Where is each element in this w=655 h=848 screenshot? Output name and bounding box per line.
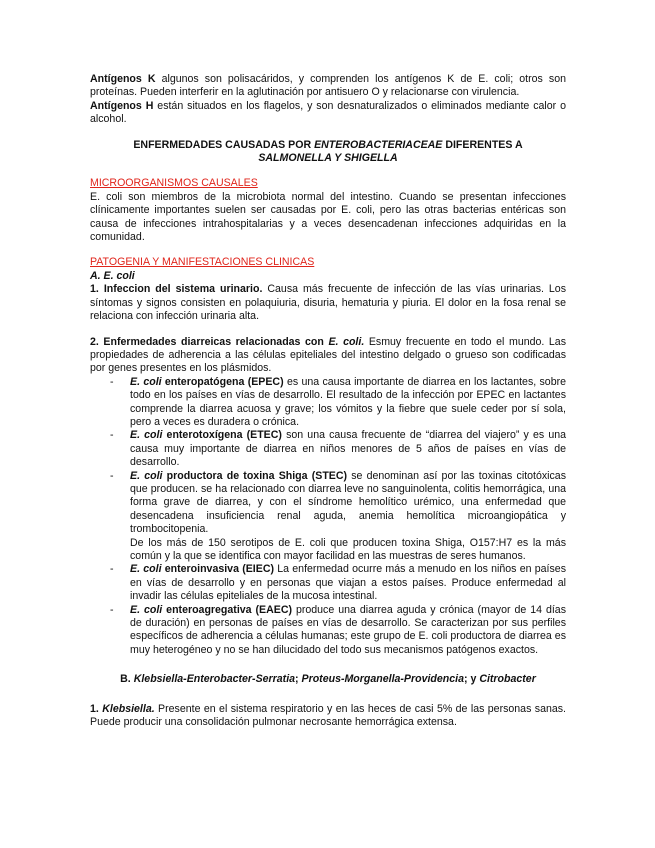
section-title	[90, 139, 566, 166]
bullet-dash: -	[110, 469, 114, 482]
antigen-h-paragraph	[90, 100, 566, 127]
microorganisms-text: E. coli son miembros de la microbiota normal del intestino. Cuando se presentan infecciones clínicamente importantes suelen ser causadas por E. coli, pero las otras bacterias entéricas son causa de infecciones intrahospitalarias y a veces desencadenan infecciones adquiridas en la comunidad.	[90, 190, 566, 244]
diarrheal-text: Esmuy frecuente en todo el mundo. Las propiedades de adherencia a las células epiteliales del intestino delgado o grueso son codificadas por genes presentes en los plásmidos.	[90, 335, 566, 375]
strain-text: se denominan así por las toxinas citotóxicas que producen. se ha relacionado con diarrea leve no sanguinolenta, colitis hemorrágica, una forma grave de diarrea, y con el síndrome hemolítico urémico, una enfermedad que desencadena insuficiencia renal aguda, anemia hemolítica microangiopática y trombocitopenia.	[130, 469, 566, 536]
urinary-label: 1. Infeccion del sistema urinario.	[90, 283, 263, 296]
strain-name: enteroinvasiva (EIEC)	[161, 563, 274, 576]
section-b-sep2: ; y	[464, 673, 480, 686]
section-title-part3: DIFERENTES A	[442, 138, 523, 151]
strain-item-eiec	[90, 563, 566, 603]
klebsiella-label: Klebsiella.	[102, 702, 155, 715]
strain-name: productora de toxina Shiga (STEC)	[162, 469, 348, 482]
strain-text: son una causa frecuente de “diarrea del viajero” y es una causa muy importante de diarrea en niños menores de 5 años de países en vías de desarrollo.	[130, 429, 566, 469]
microorganisms-heading: MICROORGANISMOS CAUSALES	[90, 177, 258, 190]
bullet-dash: -	[110, 375, 114, 388]
strain-name: enteropatógena (EPEC)	[161, 375, 284, 388]
klebsiella-num: 1.	[90, 702, 103, 715]
strain-name: enteroagregativa (EAEC)	[162, 603, 292, 616]
bullet-dash: -	[110, 603, 114, 616]
strain-list	[90, 376, 566, 658]
bullet-dash: -	[110, 429, 114, 442]
strain-name: enterotoxígena (ETEC)	[162, 429, 282, 442]
section-b-prefix: B.	[120, 673, 134, 686]
antigen-k-paragraph	[90, 73, 566, 100]
urinary-paragraph	[90, 283, 566, 323]
strain-name-italic: E. coli	[130, 563, 162, 576]
strain-name-italic: E. coli	[130, 429, 163, 442]
strain-item-etec	[90, 429, 566, 469]
strain-name-italic: E. coli	[130, 603, 163, 616]
section-title-part1: ENFERMEDADES CAUSADAS POR	[133, 138, 315, 151]
urinary-text: Causa más frecuente de infección de las vías urinarias. Los síntomas y signos consisten en polaquiuria, disuria, hematuria y piuria. El dolor en la fosa renal se relaciona con infección urinaria alta.	[90, 283, 566, 323]
section-title-part5: Y	[331, 152, 345, 165]
section-b-title	[90, 673, 566, 686]
strain-item-epec	[90, 376, 566, 430]
antigen-h-text: están situados en los flagelos, y son desnaturalizados o eliminados mediante calor o alcohol.	[90, 99, 567, 126]
antigen-k-label: Antígenos K	[90, 73, 156, 85]
strain-name-italic: E. coli	[130, 469, 163, 482]
bullet-dash: -	[110, 563, 114, 576]
strain-text: es una causa importante de diarrea en los lactantes, sobre todo en los países en vías de desarrollo. El resultado de la infección por EPEC en lactantes comprende la diarrea acuosa y grave; los vómitos y la fiebre que suele ceder por sí sola, pero a veces es duradera o crónica.	[130, 375, 567, 428]
section-title-part2: ENTEROBACTERIACEAE	[314, 138, 443, 151]
strain-text: La enfermedad ocurre más a menudo en los niños en países en vías de desarrollo y en personas que viajan a estos países. Produce enfermedad al invadir las células epiteliales de la mucosa intestinal.	[130, 563, 566, 603]
section-b-group3: Citrobacter	[479, 673, 536, 686]
strain-text: produce una diarrea aguda y crónica (mayor de 14 días de duración) en personas de países en vías de desarrollo. Se caracterizan por sus perfiles específicos de adherencia a células humanas; este grupo de E. coli productora de diarrea es muy heterogéneo y no se han dilucidado del todo sus mecanismos patógenos exactos.	[130, 603, 566, 656]
antigen-h-label: Antígenos H	[90, 99, 154, 112]
diarrheal-label-italic: E. coli.	[328, 335, 365, 348]
strain-extra-text: De los más de 150 serotipos de E. coli que producen toxina Shiga, O157:H7 es la más común y la que se identifica con mayor facilidad en las muestras de seres humanos.	[130, 536, 566, 562]
subsection-a-title: A. E. coli	[90, 269, 135, 282]
pathogenesis-heading: PATOGENIA Y MANIFESTACIONES CLINICAS	[90, 256, 315, 269]
diarrheal-paragraph	[90, 336, 566, 376]
section-title-part6: SHIGELLA	[344, 152, 398, 165]
diarrheal-label: 2. Enfermedades diarreicas relacionadas con	[90, 335, 329, 348]
klebsiella-paragraph	[90, 703, 566, 730]
klebsiella-text: Presente en el sistema respiratorio y en las heces de casi 5% de las personas sanas. Puede producir una consolidación pulmonar necrosante hemorrágica extensa.	[90, 702, 566, 729]
section-b-group2: Proteus-Morganella-Providencia	[301, 673, 464, 686]
document-page	[90, 73, 566, 729]
strain-item-stec	[90, 470, 566, 564]
antigen-k-text: algunos son polisacáridos, y comprenden los antígenos K de E. coli; otros son proteínas. Pueden interferir en la aglutinación por antisuero O y relacionarse con virulencia.	[90, 73, 566, 99]
section-title-part4: SALMONELLA	[258, 152, 332, 165]
strain-name-italic: E. coli	[130, 375, 162, 388]
strain-item-eaec	[90, 604, 566, 658]
section-b-sep1: ;	[295, 673, 302, 686]
section-b-group1: Klebsiella-Enterobacter-Serratia	[133, 673, 296, 686]
